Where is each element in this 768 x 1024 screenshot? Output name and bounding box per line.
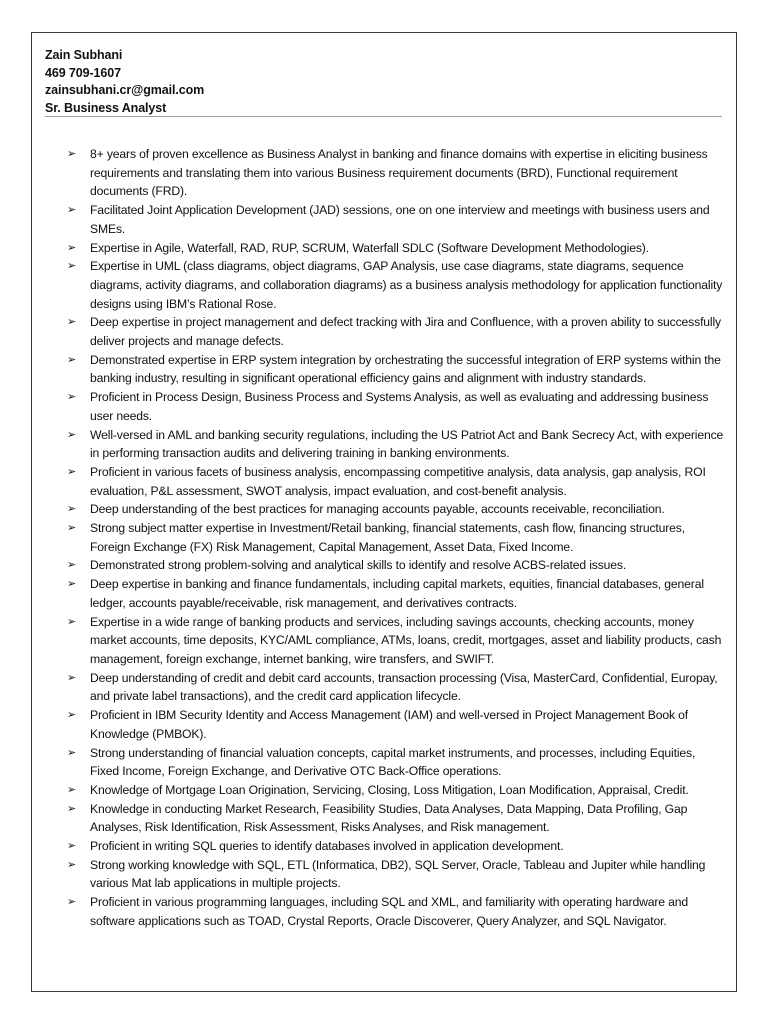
arrow-bullet-icon: ➢ — [67, 204, 77, 217]
summary-bullet-text: Strong subject matter expertise in Investment/Retail banking, financial statements, cash flow, financing structures, Foreign Exchange (FX) Risk Management, Capital Management, Asset Data, Fixed Income. — [90, 521, 685, 554]
summary-bullet-text: Strong understanding of financial valuation concepts, capital market instruments, and processes, including Equities, Fixed Income, Foreign Exchange, and Derivative OTC Back-Office operations. — [90, 745, 696, 779]
summary-bullet-text: Deep expertise in banking and finance fundamentals, including capital markets, equities, financial databases, general ledger, accounts payable/receivable, risk management, and derivatives contracts. — [90, 577, 704, 610]
candidate-phone: 469 709-1607 — [45, 65, 121, 80]
summary-bullet-text: Proficient in various facets of business analysis, encompassing competitive analysis, data analysis, gap analysis, ROI evaluation, P&L assessment, SWOT analysis, impact evaluation, and cost-benefit analysis. — [90, 464, 706, 498]
arrow-bullet-icon: ➢ — [67, 578, 77, 591]
summary-bullet — [67, 500, 725, 519]
summary-bullet-text: Knowledge of Mortgage Loan Origination, Servicing, Closing, Loss Mitigation, Loan Modification, Appraisal, Credit. — [90, 782, 689, 797]
candidate-title: Sr. Business Analyst — [45, 100, 167, 115]
summary-bullet-text: Well-versed in AML and banking security regulations, including the US Patriot Act and Bank Secrecy Act, with experience in performing transaction audits and delivering training in banking environments. — [90, 427, 724, 461]
summary-bullet-text: Deep understanding of credit and debit card accounts, transaction processing (Visa, MasterCard, Confidential, Europay, and private label transactions), and the credit card application lifecycle. — [90, 670, 718, 704]
summary-bullet-text: Proficient in various programming languages, including SQL and XML, and familiarity with operating hardware and software applications such as TOAD, Crystal Reports, Oracle Discoverer, Query Analyzer, and SQL Navigator. — [90, 895, 689, 928]
summary-bullet-text: Deep expertise in project management and defect tracking with Jira and Confluence, with a proven ability to successfully deliver projects and manage defects. — [90, 315, 721, 349]
summary-bullet — [67, 575, 725, 612]
summary-bullet-text: Demonstrated expertise in ERP system integration by orchestrating the successful integration of ERP systems within the banking industry, resulting in significant operational efficiency gains and alignment with industry standards. — [90, 352, 721, 386]
summary-bullet — [67, 893, 725, 930]
summary-bullet-text: Expertise in UML (class diagrams, object diagrams, GAP Analysis, use case diagrams, state diagrams, sequence diagrams, activity diagrams, and collaboration diagrams) as a business analysis methodology for application functionality designs using IBM’s Rational Rose. — [90, 259, 723, 311]
arrow-bullet-icon: ➢ — [67, 428, 77, 441]
arrow-bullet-icon: ➢ — [67, 709, 77, 722]
summary-bullet-text: Facilitated Joint Application Development (JAD) sessions, one on one interview and meetings with business users and SMEs. — [90, 203, 710, 236]
arrow-bullet-icon: ➢ — [67, 671, 77, 684]
summary-bullet-text: 8+ years of proven excellence as Business Analyst in banking and finance domains with expertise in eliciting business requirements and translating them into various Business requirement documents (BRD), Functional requirement documents (FRD). — [90, 147, 708, 199]
summary-bullet — [67, 556, 725, 575]
summary-bullet — [67, 388, 725, 425]
summary-bullet — [67, 351, 725, 388]
summary-bullet — [67, 856, 725, 893]
arrow-bullet-icon: ➢ — [67, 615, 77, 628]
summary-bullet-text: Expertise in Agile, Waterfall, RAD, RUP, SCRUM, Waterfall SDLC (Software Development Methodologies). — [90, 240, 649, 255]
arrow-bullet-icon: ➢ — [67, 465, 77, 478]
summary-bullet-text: Proficient in writing SQL queries to identify databases involved in application development. — [90, 839, 564, 854]
summary-bullet — [67, 519, 725, 556]
arrow-bullet-icon: ➢ — [67, 316, 77, 329]
summary-bullet — [67, 145, 725, 201]
arrow-bullet-icon: ➢ — [67, 858, 77, 871]
summary-bullet-text: Proficient in IBM Security Identity and Access Management (IAM) and well-versed in Project Management Book of Knowledge (PMBOK). — [90, 708, 689, 741]
summary-bullet — [67, 837, 725, 856]
summary-bullet — [67, 669, 725, 706]
arrow-bullet-icon: ➢ — [67, 802, 77, 815]
arrow-bullet-icon: ➢ — [67, 391, 77, 404]
arrow-bullet-icon: ➢ — [67, 241, 77, 254]
summary-bullet — [67, 613, 725, 669]
summary-bullet-text: Expertise in a wide range of banking products and services, including savings accounts, checking accounts, money market accounts, time deposits, KYC/AML compliance, ATMs, loans, credit, mortgages, asset and liability products, cash management, foreign exchange, internet banking, wire transfers, and SWIFT. — [90, 614, 722, 666]
summary-bullet-text: Knowledge in conducting Market Research, Feasibility Studies, Data Analyses, Data Mapping, Data Profiling, Gap Analyses, Risk Identification, Risk Assessment, Risks Analyses, and Risk management. — [90, 801, 688, 835]
summary-bullet — [67, 313, 725, 350]
arrow-bullet-icon: ➢ — [67, 503, 77, 516]
arrow-bullet-icon: ➢ — [67, 746, 77, 759]
arrow-bullet-icon: ➢ — [67, 783, 77, 796]
arrow-bullet-icon: ➢ — [67, 148, 77, 160]
summary-bullet — [67, 706, 725, 743]
arrow-bullet-icon: ➢ — [67, 896, 77, 909]
summary-bullet — [67, 426, 725, 463]
arrow-bullet-icon: ➢ — [67, 840, 77, 853]
summary-bullet — [67, 781, 725, 800]
arrow-bullet-icon: ➢ — [67, 559, 77, 572]
arrow-bullet-icon: ➢ — [67, 522, 77, 535]
summary-bullet — [67, 201, 725, 238]
summary-bullet — [67, 257, 725, 313]
summary-bullet-text: Deep understanding of the best practices for managing accounts payable, accounts receivable, reconciliation. — [90, 502, 665, 517]
summary-bullet — [67, 800, 725, 837]
resume-header — [45, 47, 725, 117]
candidate-name: Zain Subhani — [45, 48, 123, 62]
summary-bullet-text: Strong working knowledge with SQL, ETL (Informatica, DB2), SQL Server, Oracle, Tableau and Jupiter while handling various Mat lab applications in multiple projects. — [90, 857, 706, 891]
summary-bullet — [67, 463, 725, 500]
candidate-email: zainsubhani.cr@gmail.com — [45, 83, 205, 97]
arrow-bullet-icon: ➢ — [67, 260, 77, 273]
summary-bullet-text: Proficient in Process Design, Business Process and Systems Analysis, as well as evaluating and addressing business user needs. — [90, 390, 709, 423]
summary-bullet — [67, 239, 725, 258]
header-divider — [45, 116, 722, 117]
summary-bullet-list — [67, 145, 725, 931]
arrow-bullet-icon: ➢ — [67, 353, 77, 366]
summary-bullet — [67, 744, 725, 781]
summary-bullet-text: Demonstrated strong problem-solving and analytical skills to identify and resolve ACBS-related issues. — [90, 558, 627, 573]
